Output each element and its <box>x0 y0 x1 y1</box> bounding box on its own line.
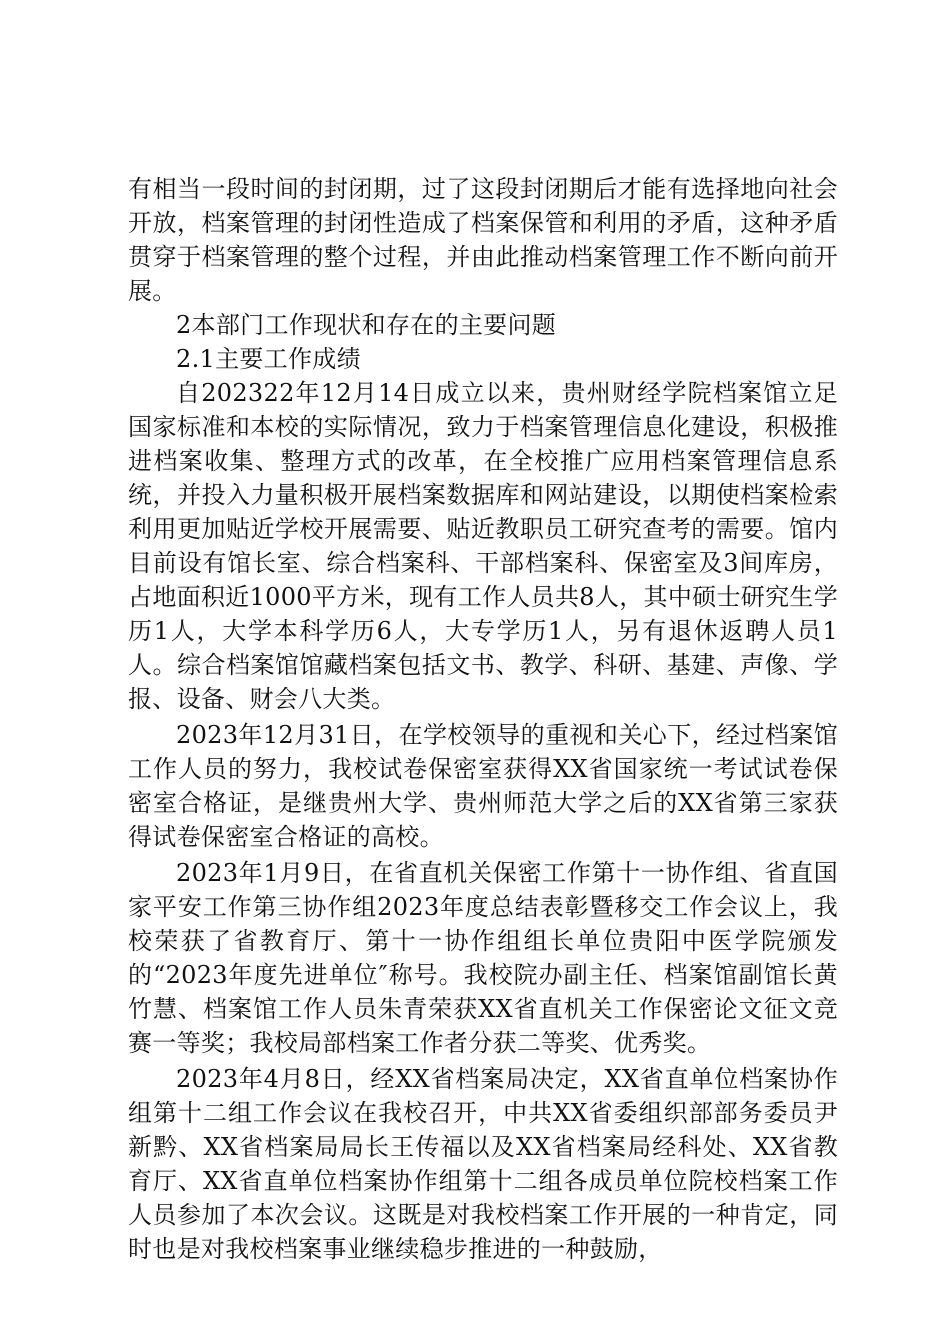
paragraph-established: 自202322年12月14日成立以来，贵州财经学院档案馆立足国家标准和本校的实际情况，致力于档案管理信息化建设，积极推进档案收集、整理方式的改革，在全校推广应用档案管理信息系统，并投入力量积极开展档案数据库和网站建设，以期使档案检索利用更加贴近学校开展需要、贴近教职员工研究查考的需要。馆内目前设有馆长室、综合档案科、干部档案科、保密室及3间库房，占地面积近1000平方米，现有工作人员共8人，其中硕士研究生学历1人，大学本科学历6人，大专学历1人，另有退休返聘人员1人。综合档案馆馆藏档案包括文书、教学、科研、基建、声像、学报、设备、财会八大类。 <box>128 379 838 713</box>
paragraph-jan9: 2023年1月9日，在省直机关保密工作第十一协作组、省直国家平安工作第三协作组2023年度总结表彰暨移交工作会议上，我校荣获了省教育厅、第十一协作组组长单位贵阳中医学院颁发的“2023年度先进单位″称号。我校院办副主任、档案馆副馆长黄竹慧、档案馆工作人员朱青荣获XX省直机关工作保密论文征文竞赛一等奖；我校局部档案工作者分获二等奖、优秀奖。 <box>128 859 838 1057</box>
paragraph-dec31: 2023年12月31日，在学校领导的重视和关心下，经过档案馆工作人员的努力，我校试卷保密室获得XX省国家统一考试试卷保密室合格证，是继贵州大学、贵州师范大学之后的XX省第三家获得试卷保密室合格证的高校。 <box>128 721 838 851</box>
section-heading: 2本部门工作现状和存在的主要问题 <box>176 311 557 339</box>
document-body <box>128 172 838 1266</box>
paragraph-apr8: 2023年4月8日，经XX省档案局决定，XX省直单位档案协作组第十二组工作会议在我校召开，中共XX省委组织部部务委员尹新黔、XX省档案局局长王传福以及XX省档案局经科处、XX省教育厅、XX省直单位档案协作组第十二组各成员单位院校档案工作人员参加了本次会议。这既是对我校档案工作开展的一种肯定，同时也是对我校档案事业继续稳步推进的一种鼓励， <box>128 1065 838 1263</box>
subsection-heading: 2.1主要工作成绩 <box>176 345 361 373</box>
paragraph-intro-continuation: 有相当一段时间的封闭期，过了这段封闭期后才能有选择地向社会开放，档案管理的封闭性造成了档案保管和利用的矛盾，这种矛盾贯穿于档案管理的整个过程，并由此推动档案管理工作不断向前开展。 <box>128 175 838 305</box>
